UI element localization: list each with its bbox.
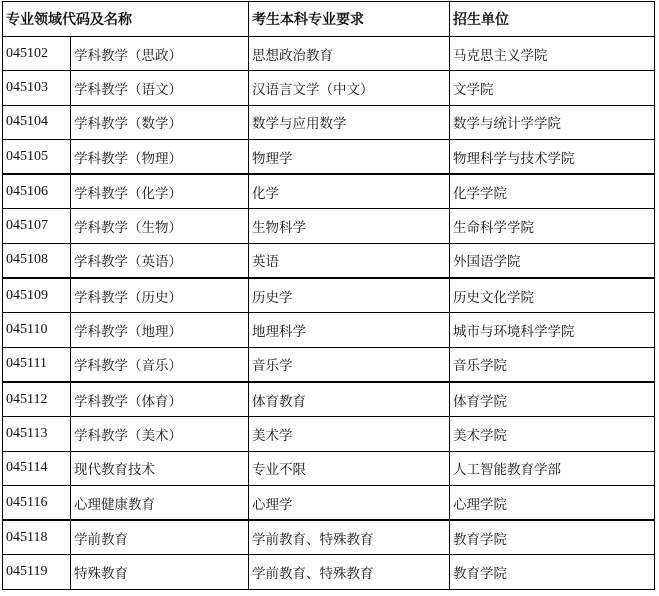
table-row <box>3 313 655 347</box>
table-row <box>3 209 655 243</box>
enrollment-unit-cell: 数学与统计学学院 <box>450 105 655 139</box>
field-name-cell: 学科教学（生物） <box>71 209 249 243</box>
field-name-cell: 学科教学（语文） <box>71 71 249 105</box>
field-code-cell: 045114 <box>3 451 71 485</box>
field-name-cell: 学科教学（地理） <box>71 313 249 347</box>
field-name-cell: 心理健康教育 <box>71 485 249 520</box>
major-requirement-cell: 英语 <box>249 243 450 278</box>
field-name-cell: 学科教学（化学） <box>71 174 249 209</box>
table-row <box>3 105 655 139</box>
field-name-cell: 学前教育 <box>71 520 249 555</box>
enrollment-unit-cell: 文学院 <box>450 71 655 105</box>
table-row <box>3 520 655 555</box>
field-code-cell: 045113 <box>3 417 71 451</box>
major-requirement-cell: 历史学 <box>249 278 450 313</box>
major-requirement-cell: 汉语言文学（中文） <box>249 71 450 105</box>
field-name-cell: 学科教学（物理） <box>71 139 249 174</box>
field-name-cell: 学科教学（音乐） <box>71 347 249 382</box>
enrollment-unit-cell: 教育学院 <box>450 520 655 555</box>
enrollment-unit-cell: 城市与环境科学学院 <box>450 313 655 347</box>
table-row <box>3 71 655 105</box>
field-code-cell: 045103 <box>3 71 71 105</box>
enrollment-unit-cell: 物理科学与技术学院 <box>450 139 655 174</box>
field-code-cell: 045119 <box>3 555 71 589</box>
program-table <box>2 1 655 590</box>
field-code-cell: 045109 <box>3 278 71 313</box>
enrollment-unit-cell: 体育学院 <box>450 382 655 417</box>
field-name-cell: 学科教学（美术） <box>71 417 249 451</box>
field-code-cell: 045116 <box>3 485 71 520</box>
field-name-cell: 学科教学（数学） <box>71 105 249 139</box>
table-row <box>3 451 655 485</box>
table-row <box>3 347 655 382</box>
major-requirement-cell: 音乐学 <box>249 347 450 382</box>
table-row <box>3 417 655 451</box>
table-row <box>3 243 655 278</box>
enrollment-unit-cell: 化学学院 <box>450 174 655 209</box>
major-requirement-cell: 专业不限 <box>249 451 450 485</box>
enrollment-unit-cell: 美术学院 <box>450 417 655 451</box>
field-code-cell: 045110 <box>3 313 71 347</box>
field-code-cell: 045111 <box>3 347 71 382</box>
enrollment-unit-cell: 心理学院 <box>450 485 655 520</box>
major-requirement-cell: 美术学 <box>249 417 450 451</box>
major-requirement-cell: 心理学 <box>249 485 450 520</box>
major-requirement-cell: 地理科学 <box>249 313 450 347</box>
table-row <box>3 382 655 417</box>
table-header-row <box>3 2 655 37</box>
field-code-cell: 045112 <box>3 382 71 417</box>
field-code-cell: 045102 <box>3 37 71 71</box>
field-name-cell: 特殊教育 <box>71 555 249 589</box>
table-row <box>3 555 655 589</box>
field-code-cell: 045106 <box>3 174 71 209</box>
enrollment-unit-cell: 历史文化学院 <box>450 278 655 313</box>
header-field-code-name: 专业领域代码及名称 <box>3 2 249 37</box>
field-code-cell: 045107 <box>3 209 71 243</box>
field-code-cell: 045104 <box>3 105 71 139</box>
field-name-cell: 学科教学（历史） <box>71 278 249 313</box>
major-requirement-cell: 生物科学 <box>249 209 450 243</box>
table-row <box>3 139 655 174</box>
field-code-cell: 045108 <box>3 243 71 278</box>
table-row <box>3 174 655 209</box>
enrollment-unit-cell: 音乐学院 <box>450 347 655 382</box>
enrollment-unit-cell: 人工智能教育学部 <box>450 451 655 485</box>
table-row <box>3 278 655 313</box>
field-name-cell: 现代教育技术 <box>71 451 249 485</box>
major-requirement-cell: 数学与应用数学 <box>249 105 450 139</box>
header-major-requirement: 考生本科专业要求 <box>249 2 450 37</box>
major-requirement-cell: 学前教育、特殊教育 <box>249 555 450 589</box>
enrollment-unit-cell: 生命科学学院 <box>450 209 655 243</box>
major-requirement-cell: 化学 <box>249 174 450 209</box>
field-name-cell: 学科教学（思政） <box>71 37 249 71</box>
field-name-cell: 学科教学（英语） <box>71 243 249 278</box>
table-row <box>3 485 655 520</box>
header-enrollment-unit: 招生单位 <box>450 2 655 37</box>
field-name-cell: 学科教学（体育） <box>71 382 249 417</box>
enrollment-unit-cell: 教育学院 <box>450 555 655 589</box>
major-requirement-cell: 物理学 <box>249 139 450 174</box>
major-requirement-cell: 思想政治教育 <box>249 37 450 71</box>
field-code-cell: 045118 <box>3 520 71 555</box>
field-code-cell: 045105 <box>3 139 71 174</box>
enrollment-unit-cell: 外国语学院 <box>450 243 655 278</box>
table-row <box>3 37 655 71</box>
enrollment-unit-cell: 马克思主义学院 <box>450 37 655 71</box>
major-requirement-cell: 学前教育、特殊教育 <box>249 520 450 555</box>
major-requirement-cell: 体育教育 <box>249 382 450 417</box>
